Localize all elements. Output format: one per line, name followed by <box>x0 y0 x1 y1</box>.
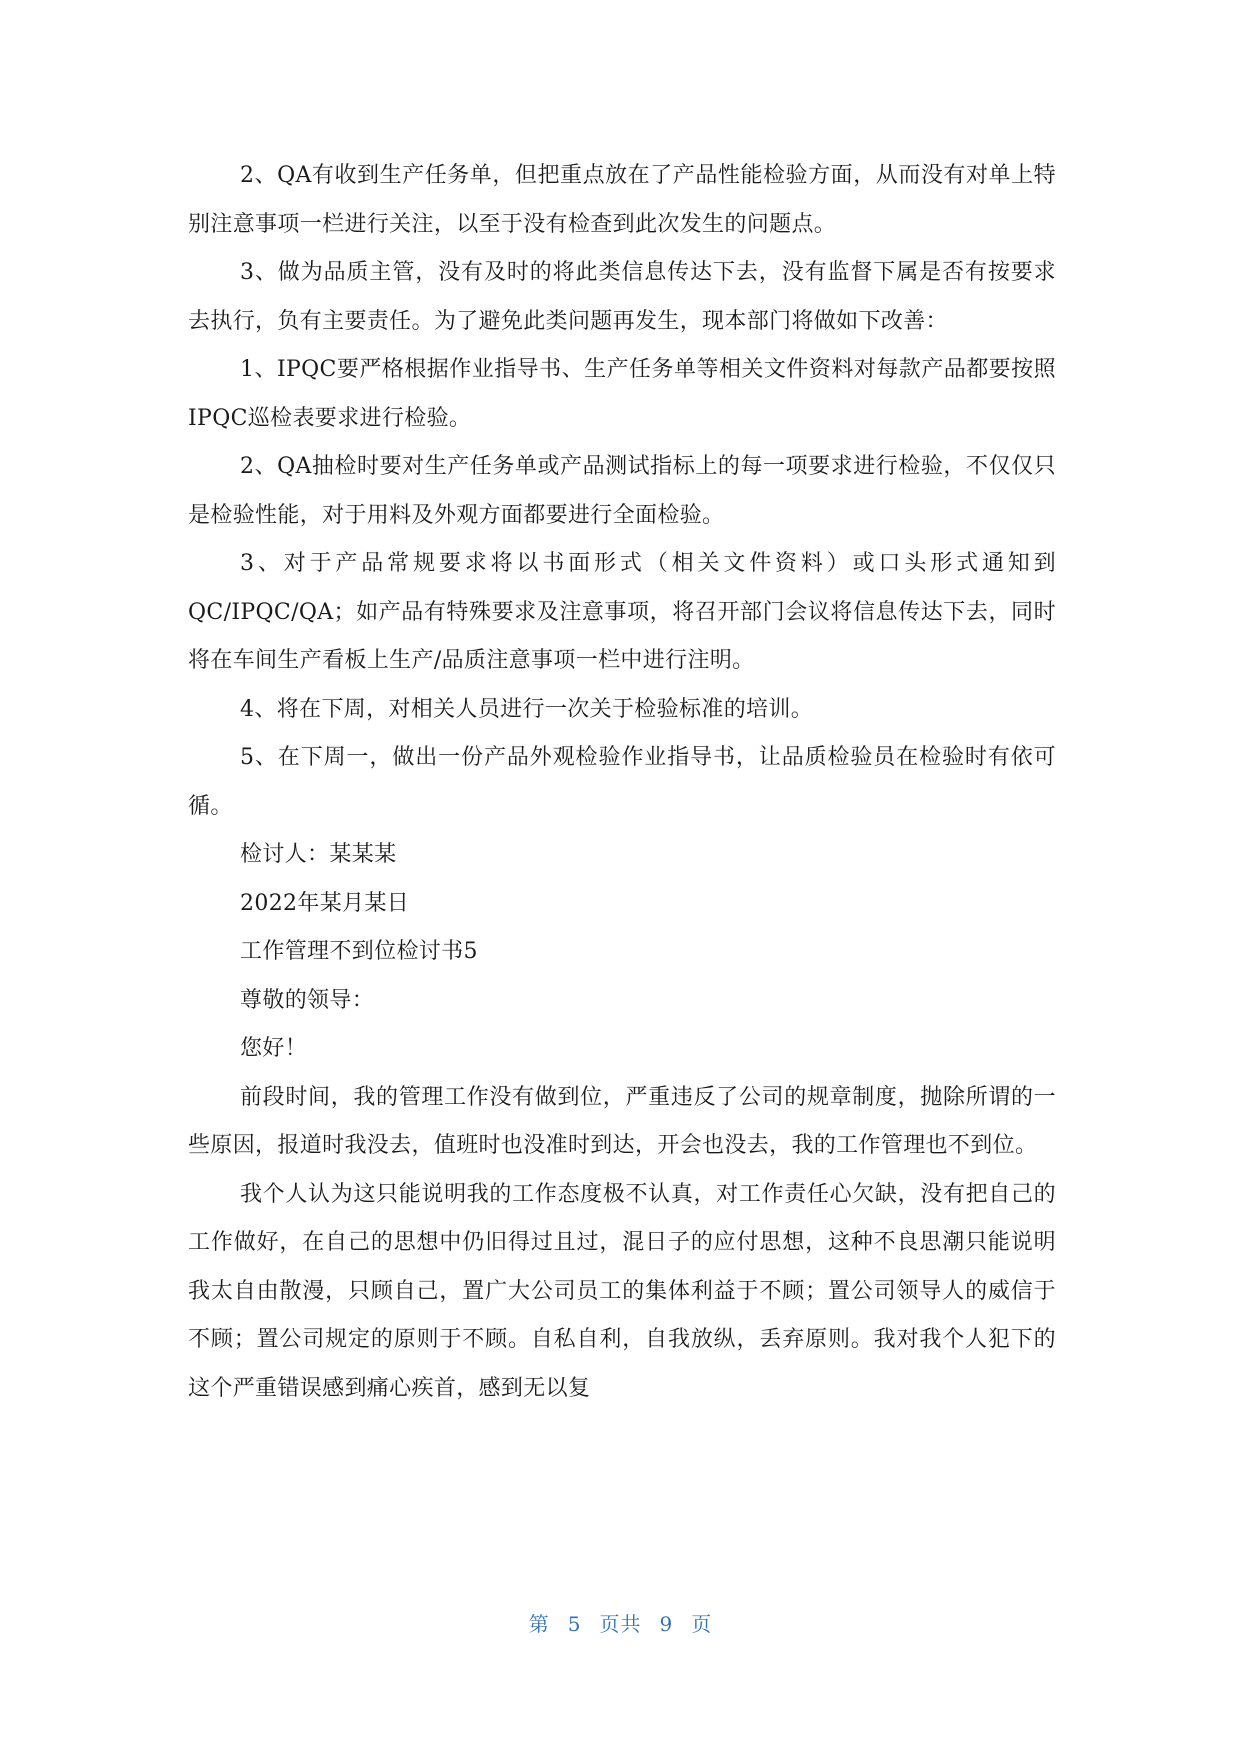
signature-line: 检讨人：某某某 <box>240 842 397 867</box>
paragraph-improvement-qa: 2、QA抽检时要对生产任务单或产品测试指标上的每一项要求进行检验，不仅仅只是检验性能，对于用料及外观方面都要进行全面检验。 <box>188 454 1056 528</box>
footer-current-page: 5 <box>567 1612 582 1636</box>
footer-total-pages: 9 <box>659 1612 674 1636</box>
footer-middle: 页共 <box>599 1612 642 1636</box>
paragraph-supervisor-responsibility: 3、做为品质主管，没有及时的将此类信息传达下去，没有监督下属是否有按要求去执行，负有主要责任。为了避免此类问题再发生，现本部门将做如下改善： <box>188 260 1056 334</box>
section-title: 工作管理不到位检讨书5 <box>240 939 478 964</box>
document-body <box>188 152 1056 1413</box>
salutation: 尊敬的领导： <box>240 987 375 1013</box>
greeting: 您好！ <box>240 1036 308 1061</box>
footer-prefix: 第 <box>528 1612 550 1636</box>
paragraph-improvement-guide: 5、在下周一，做出一份产品外观检验作业指导书，让品质检验员在检验时有依可循。 <box>188 745 1056 819</box>
date-line: 2022年某月某日 <box>240 890 410 916</box>
paragraph-self-reflection: 我个人认为这只能说明我的工作态度极不认真，对工作责任心欠缺，没有把自己的工作做好，在自己的思想中仍旧得过且过，混日子的应付思想，这种不良思潮只能说明我太自由散漫，只顾自己，置广大公司员工的集体利益于不顾；置公司领导人的威信于不顾；置公司规定的原则于不顾。自私自利，自我放纵，丢弃原则。我对我个人犯下的这个严重错误感到痛心疾首，感到无以复 <box>188 1181 1056 1401</box>
paragraph-misconduct: 前段时间，我的管理工作没有做到位，严重违反了公司的规章制度，抛除所谓的一些原因，报道时我没去，值班时也没准时到达，开会也没去，我的工作管理也不到位。 <box>188 1084 1056 1158</box>
page-footer <box>0 1608 1241 1637</box>
paragraph-qa-focus: 2、QA有收到生产任务单，但把重点放在了产品性能检验方面，从而没有对单上特别注意事项一栏进行关注，以至于没有检查到此次发生的问题点。 <box>188 163 1056 237</box>
paragraph-improvement-ipqc: 1、IPQC要严格根据作业指导书、生产任务单等相关文件资料对每款产品都要按照IPQC巡检表要求进行检验。 <box>188 357 1056 431</box>
paragraph-improvement-notification: 3、对于产品常规要求将以书面形式（相关文件资料）或口头形式通知到QC/IPQC/QA；如产品有特殊要求及注意事项，将召开部门会议将信息传达下去，同时将在车间生产看板上生产/品质注意事项一栏中进行注明。 <box>188 551 1056 673</box>
paragraph-improvement-training: 4、将在下周，对相关人员进行一次关于检验标准的培训。 <box>240 696 814 722</box>
footer-suffix: 页 <box>691 1612 713 1636</box>
